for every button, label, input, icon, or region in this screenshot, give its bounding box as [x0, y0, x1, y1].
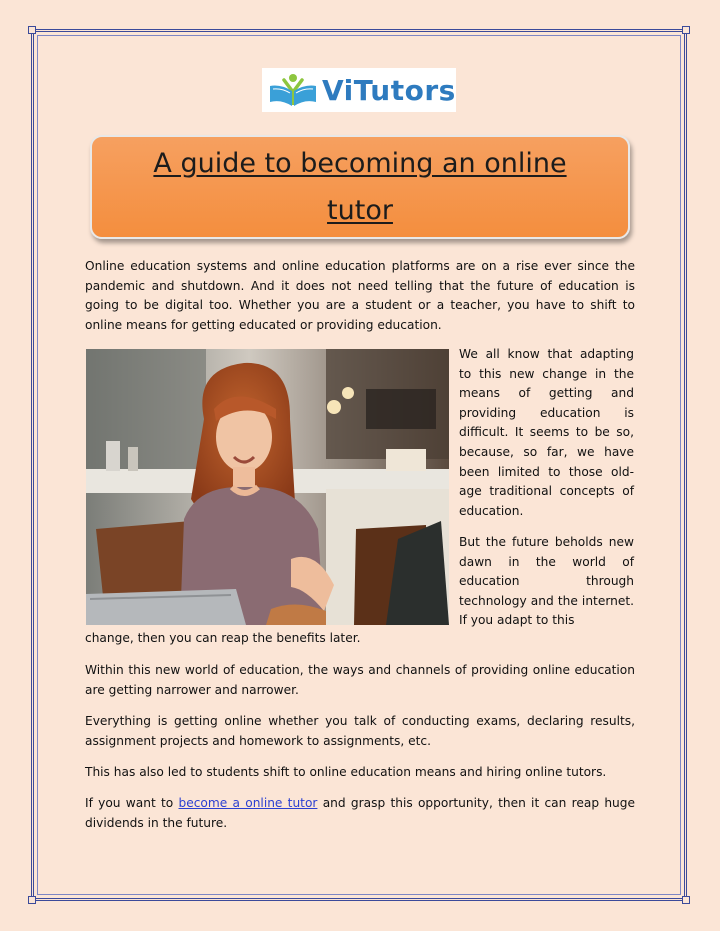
person-book-icon [266, 72, 320, 108]
title-banner [90, 135, 630, 239]
corner-ornament [682, 26, 690, 34]
continuation-paragraph: change, then you can reap the benefits later. [85, 631, 361, 645]
intro-paragraph: Online education systems and online education platforms are on a rise ever since the pandemic and shutdown. And it does not need telling that the future of education is going to be digital too. Whether you are a student or a teacher, you have to shift to online means for getting educated or providing education. [85, 259, 635, 332]
paragraph-narrower: Within this new world of education, the ways and channels of providing online education are getting narrower and narrower. [85, 663, 635, 697]
corner-ornament [682, 896, 690, 904]
cta-text-before: If you want to [85, 796, 174, 810]
paragraph-call-to-action [85, 794, 635, 833]
corner-ornament [28, 26, 36, 34]
woman-laptop-photo [86, 349, 449, 625]
vitutors-logo[interactable] [262, 68, 456, 112]
paragraph-students-shift: This has also led to students shift to online education means and hiring online tutors. [85, 765, 607, 779]
side-paragraph-1: We all know that adapting to this new change in the means of getting and providing education is difficult. It seems to be so, because, so far, we have been limited to those old-age traditional concepts of education. [459, 347, 634, 518]
become-online-tutor-link[interactable]: become a online tutor [178, 796, 318, 810]
page-title: A guide to becoming an online tutor [153, 148, 567, 226]
paragraph-everything-online: Everything is getting online whether you talk of conducting exams, declaring results, assignment projects and homework to assignments, etc. [85, 714, 635, 748]
side-paragraph-2: But the future beholds new dawn in the world of education through technology and the internet. If you adapt to this [459, 535, 634, 628]
corner-ornament [28, 896, 36, 904]
logo-wordmark: ViTutors [322, 73, 456, 107]
cta-text-after: and grasp this opportunity, then it can reap huge dividends in the future. [85, 796, 636, 830]
